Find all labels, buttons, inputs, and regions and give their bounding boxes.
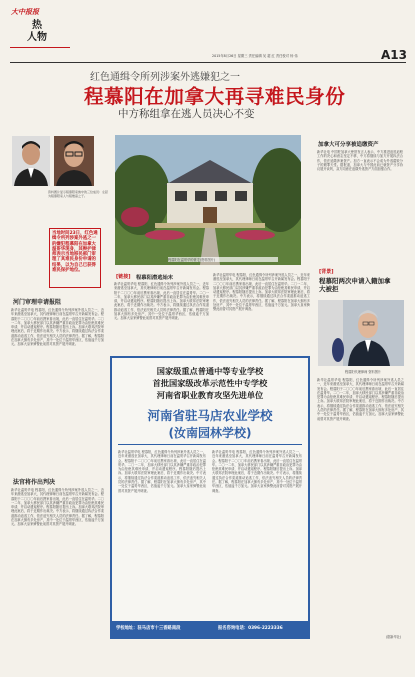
left-heading-2: 法官将作出判决: [13, 479, 56, 486]
ad-line-2: 首批国家级改革示范性中专学校: [152, 378, 268, 388]
portrait-photo-2: [54, 136, 94, 186]
ad-school-name: 河南省驻马店农业学校: [147, 408, 273, 423]
ad-school-alias: (汝南园林学校): [168, 426, 252, 440]
page-number: A13: [381, 48, 407, 62]
right-box-title: 程慕阳两次申请入籍加拿大被拒: [319, 277, 391, 293]
school-ad: [110, 356, 310, 639]
headline-main: 程慕阳在加拿大再寻难民身份: [84, 85, 346, 108]
right-portrait-photo: [318, 300, 404, 366]
masthead-logo: 大中报报: [11, 7, 39, 16]
house-caption: 程慕阳在温哥华的豪宅(资料图片): [168, 257, 278, 262]
right-sidebar-title: 加拿大可分享被追缴资产: [318, 142, 379, 148]
right-photo-caption: 程慕阳代理律师 资料图片: [345, 370, 382, 374]
section-badge: [22, 20, 52, 44]
headline-kicker: 红色通缉令所列涉案外逃嫌犯之一: [90, 72, 240, 83]
section-line-1: 热: [32, 20, 42, 31]
ad-footer-address: 学校地址：驻马店市十三香路南段: [116, 626, 181, 631]
ad-footer: [112, 621, 308, 637]
ad-body-right: 新华社温哥华电 程慕阳，红色通缉令所列涉案外逃人员之一，近年来潜逃至加拿大，其代理律师日前在温哥华召开新闻发布会。程慕阳于二〇〇〇年前后携家眷出境，此后一直居住在温哥华。二〇一二年，加拿大移民部门以其涉嫌严重非政治犯罪为由拒绝其难民申请，并启动遣返程序。程慕阳随后提出上诉。加拿大联邦法院审理此案后，将于近期作出裁决。中方表示，将继续通过执法合作渠道推动追逃工作，依法追究相关人员的法律责任。据了解，程慕阳在加拿大拥有多处房产，其中一处位于温哥华西区，估值逾千万加元。加拿大皇家骑警此前曾对其资产展开调查。: [212, 450, 302, 493]
left-body-1: 新华社温哥华电 程慕阳，红色通缉令所列涉案外逃人员之一，近年来潜逃至加拿大，其代理律师日前在温哥华召开新闻发布会。程慕阳于二〇〇〇年前后携家眷出境，此后一直居住在温哥华。二〇一二年，加拿大移民部门以其涉嫌严重非政治犯罪为由拒绝其难民申请，并启动遣返程序。程慕阳随后提出上诉。加拿大联邦法院审理此案后，将于近期作出裁决。中方表示，将继续通过执法合作渠道推动追逃工作，依法追究相关人员的法律责任。据了解，程慕阳在加拿大拥有多处房产，其中一处位于温哥华西区，估值逾千万加元。加拿大皇家骑警此前曾对其资产展开调查。: [11, 308, 104, 347]
backstory-tag: [链接]: [116, 274, 131, 280]
left-body-2: 新华社温哥华电 程慕阳，红色通缉令所列涉案外逃人员之一，近年来潜逃至加拿大，其代理律师日前在温哥华召开新闻发布会。程慕阳于二〇〇〇年前后携家眷出境，此后一直居住在温哥华。二〇一二年，加拿大移民部门以其涉嫌严重非政治犯罪为由拒绝其难民申请，并启动遣返程序。程慕阳随后提出上诉。加拿大联邦法院审理此案后，将于近期作出裁决。中方表示，将继续通过执法合作渠道推动追逃工作，依法追究相关人员的法律责任。据了解，程慕阳在加拿大拥有多处房产，其中一处位于温哥华西区，估值逾千万加元。加拿大皇家骑警此前曾对其资产展开调查。: [11, 488, 104, 527]
middle-body-2: 新华社温哥华电 程慕阳，红色通缉令所列涉案外逃人员之一，近年来潜逃至加拿大，其代理律师日前在温哥华召开新闻发布会。程慕阳于二〇〇〇年前后携家眷出境，此后一直居住在温哥华。二〇一二年，加拿大移民部门以其涉嫌严重非政治犯罪为由拒绝其难民申请，并启动遣返程序。程慕阳随后提出上诉。加拿大联邦法院审理此案后，将于近期作出裁决。中方表示，将继续通过执法合作渠道推动追逃工作，依法追究相关人员的法律责任。据了解，程慕阳在加拿大拥有多处房产，其中一处位于温哥华西区，估值逾千万加元。加拿大皇家骑警此前曾对其资产展开调查。: [213, 273, 310, 312]
ad-line-3: 河南省职业教育攻坚先进单位: [156, 390, 264, 400]
ad-line-1: 国家级重点普通中等专业学校: [156, 366, 264, 376]
right-sidebar-body: 新华社电 中国驻加拿大使馆发言人表示，中方推进追逃追赃工作的决心和意志坚定不移，中方将继续与加方开展执法合作，依法追缴涉案资产。加方一直表示不会成为外逃腐败分子的避罪天堂。据报道，加拿大与中国此前已就资产分享协议展开谈判，双方同意在追缴外逃资产方面加强合作。: [317, 150, 403, 172]
middle-body-1: 新华社温哥华电 程慕阳，红色通缉令所列涉案外逃人员之一，近年来潜逃至加拿大，其代理律师日前在温哥华召开新闻发布会。程慕阳于二〇〇〇年前后携家眷出境，此后一直居住在温哥华。二〇一二年，加拿大移民部门以其涉嫌严重非政治犯罪为由拒绝其难民申请，并启动遣返程序。程慕阳随后提出上诉。加拿大联邦法院审理此案后，将于近期作出裁决。中方表示，将继续通过执法合作渠道推动追逃工作，依法追究相关人员的法律责任。据了解，程慕阳在加拿大拥有多处房产，其中一处位于温哥华西区，估值逾千万加元。加拿大皇家骑警此前曾对其资产展开调查。: [114, 282, 209, 321]
header-rule: [10, 62, 406, 63]
portrait-photo-1: [12, 136, 50, 186]
end-note: (据新华社): [386, 635, 402, 639]
ad-footer-phone: 报名咨询电话：0396-2223336: [218, 626, 283, 631]
right-box-tag: [背景]: [319, 269, 334, 275]
backstory-title: 程慕阳潜逃始末: [136, 275, 174, 281]
headline-sub: 中方称组拿在逃人员决心不变: [118, 108, 255, 120]
left-heading-1: 河门审理申请报阻: [13, 299, 62, 306]
ad-body-left: 新华社温哥华电 程慕阳，红色通缉令所列涉案外逃人员之一，近年来潜逃至加拿大，其代理律师日前在温哥华召开新闻发布会。程慕阳于二〇〇〇年前后携家眷出境，此后一直居住在温哥华。二〇一二年，加拿大移民部门以其涉嫌严重非政治犯罪为由拒绝其难民申请，并启动遣返程序。程慕阳随后提出上诉。加拿大联邦法院审理此案后，将于近期作出裁决。中方表示，将继续通过执法合作渠道推动追逃工作，依法追究相关人员的法律责任。据了解，程慕阳在加拿大拥有多处房产，其中一处位于温哥华西区，估值逾千万加元。加拿大皇家骑警此前曾对其资产展开调查。: [118, 450, 206, 493]
masthead-rule: [10, 47, 70, 48]
ad-divider: [118, 444, 302, 445]
house-photo: [115, 135, 301, 265]
section-line-2: 人物: [27, 32, 47, 43]
portraits-caption: 资料图片显示程慕阳家族中的三位成员：左起为程慕阳家人与程维高之子。: [48, 190, 108, 198]
date-line: 2015年8月26日 星期三 责任编辑 吴 超 红 责任校对 杨 伟: [212, 54, 298, 58]
pull-quote: 当地时间23日，红色通缉令所列涉案外逃之一的嫌犯程慕阳在加拿大温哥华现身，其辩护律师表示当地移民部门审理了其难民身份申请的结果，以为自己已获得难民保护地位。: [49, 228, 101, 288]
right-body-text: 新华社温哥华电 程慕阳，红色通缉令所列涉案外逃人员之一，近年来潜逃至加拿大，其代理律师日前在温哥华召开新闻发布会。程慕阳于二〇〇〇年前后携家眷出境，此后一直居住在温哥华。二〇一二年，加拿大移民部门以其涉嫌严重非政治犯罪为由拒绝其难民申请，并启动遣返程序。程慕阳随后提出上诉。加拿大联邦法院审理此案后，将于近期作出裁决。中方表示，将继续通过执法合作渠道推动追逃工作，依法追究相关人员的法律责任。据了解，程慕阳在加拿大拥有多处房产，其中一处位于温哥华西区，估值逾千万加元。加拿大皇家骑警此前曾对其资产展开调查。: [317, 378, 404, 421]
